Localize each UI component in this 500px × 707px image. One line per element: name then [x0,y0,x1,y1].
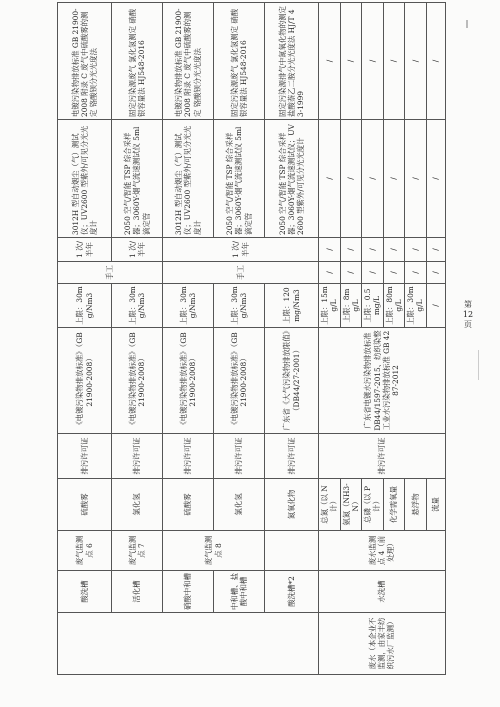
cell-frequency: / [362,238,384,262]
cell-limit: 上限：8mg/L [340,284,362,328]
cell-source: 活化槽 [112,571,163,613]
cell-limit: / [426,284,445,328]
table-row [58,3,112,675]
cell-point [265,531,319,571]
table-row [112,3,163,675]
cell-analysis-method: 固定污染源废气 氯化氢测定 硝酸银容量法 HJ548-2016 [214,3,265,120]
cell-instrument: / [340,120,362,238]
cell-category [58,613,319,675]
cell-limit: 上限：0.5mg/L [362,284,384,328]
cell-source: 硝酸中和槽 [163,571,214,613]
cell-source: 酸洗槽 [58,571,112,613]
cell-method: / [340,262,362,284]
cell-analysis-method: / [340,3,362,120]
cell-frequency: 1 次/半年 [58,238,112,262]
cell-instrument: / [426,120,445,238]
cell-source: 酸洗槽*2 [265,571,319,613]
cell-source: 中和槽、盐酸中和槽 [214,571,265,613]
cell-instrument: 2050 空气/智能 TSP 综合采样器；3060Y-烟气流速测试仪 5ml 滴定管 [214,120,265,238]
cell-limit: 上限：30mg/L [405,284,427,328]
cell-standard: 《电镀污染物排放标准》（GB 21900-2008） [58,328,112,434]
cell-instrument: 2050 空气/智能 TSP 综合采样器；3060Y-烟气流速测试仪 5ml 滴定管 [112,120,163,238]
cell-method: / [426,262,445,284]
cell-limit: 上限：30mg/Nm3 [112,284,163,328]
cell-analysis-method: 固定污染源废气 氯化氢测定 硝酸银容量法 HJ548-2016 [112,3,163,120]
cell-pollutant: 流量 [426,479,445,531]
cell-source: 水洗槽 [319,571,446,613]
monitoring-table [57,2,446,675]
cell-standard: 广东省《大气污染物排放限值》（DB44/27-2001） [265,328,319,434]
cell-limit: 上限：120mg/Nm3 [265,284,319,328]
cell-basis: 排污许可证 [163,434,214,479]
cell-limit: 上限：30mg/Nm3 [163,284,214,328]
cell-standard: 《电镀污染物排放标准》（GB 21900-2008） [112,328,163,434]
cell-method: / [405,262,427,284]
cell-point: 废气监测点 7 [112,531,163,571]
cell-limit: 上限：30mg/Nm3 [214,284,265,328]
cell-analysis-method: 电镀污染物排放标准 GB 21900-2008 附录 C 废气中硫酸雾的测定 铬酸钡分光光度法 [163,3,214,120]
cell-frequency: / [426,238,445,262]
cell-analysis-method: 固定污染源排气中氮氧化物的测定 盐酸萘乙二胺分光光度法 HJ/T 43-1999 [265,3,319,120]
edge-mark [478,350,479,380]
cell-instrument: / [405,120,427,238]
cell-standard: 广东省电镀水污染物排放标准 DB44/1597-2015、纺织染整工业水污染物排放标准 GB 4287-2012 [319,328,446,434]
cell-standard: 《电镀污染物排放标准》（GB 21900-2008） [163,328,214,434]
cell-instrument: / [362,120,384,238]
cell-instrument: / [319,120,341,238]
cell-frequency: / [383,238,405,262]
table-row [214,3,265,675]
margin-mark [466,20,468,28]
cell-instrument: 2050 空气/智能 TSP 综合采样器；3060Y-烟气流速测试仪；UV2600 型紫外/可见分光光度计 [265,120,319,238]
cell-analysis-method: / [362,3,384,120]
cell-point: 废水监测点 4（前处理） [319,531,446,571]
cell-analysis-method: 电镀污染物排放标准 GB 21900-2008 附录 C 废气中硫酸雾的测定 铬酸钡分光光度法 [58,3,112,120]
cell-pollutant: 氯化氢 [112,479,163,531]
cell-point: 废气监测点 6 [58,531,112,571]
monitoring-table-container [57,3,440,675]
cell-method: / [383,262,405,284]
cell-pollutant: 悬浮物 [405,479,427,531]
cell-method: 手工 [163,262,319,284]
cell-basis: 排污许可证 [214,434,265,479]
cell-instrument: 3012H 型自动烟尘（气）测试仪；UV2600 型紫外/可见分光光度计 [58,120,112,238]
cell-category: 废水（本企业不监测，由家丰纺织污水厂监测） [319,613,446,675]
cell-limit: 上限：15mg/L [319,284,341,328]
cell-point: 废气监测点 8 [163,531,265,571]
cell-pollutant: 氮氧化物 [265,479,319,531]
cell-frequency: 1 次/半年 [163,238,319,262]
cell-basis: 排污许可证 [265,434,319,479]
cell-frequency: / [405,238,427,262]
cell-pollutant: 总磷（以 P 计） [362,479,384,531]
cell-basis: 排污许可证 [319,434,446,479]
cell-method: 手工 [58,262,163,284]
table-row [265,3,319,675]
cell-instrument: 3012H 型自动烟尘（气）测试仪；UV2600 型紫外/可见分光光度计 [163,120,214,238]
cell-pollutant: 氯化氢 [214,479,265,531]
cell-basis: 排污许可证 [112,434,163,479]
cell-analysis-method: / [383,3,405,120]
cell-frequency: 1 次/半年 [112,238,163,262]
cell-analysis-method: / [405,3,427,120]
cell-method: / [319,262,341,284]
cell-pollutant: 硫酸雾 [58,479,112,531]
cell-frequency: / [340,238,362,262]
cell-pollutant: 硫酸雾 [163,479,214,531]
cell-analysis-method: / [426,3,445,120]
cell-analysis-method: / [319,3,341,120]
cell-limit: 上限：80mg/L [383,284,405,328]
table-row [319,3,341,675]
cell-instrument: / [383,120,405,238]
cell-pollutant: 化学需氧量 [383,479,405,531]
cell-pollutant: 总氮（以 N 计） [319,479,341,531]
cell-frequency: / [319,238,341,262]
table-row [163,3,214,675]
cell-basis: 排污许可证 [58,434,112,479]
cell-limit: 上限：30mg/Nm3 [58,284,112,328]
cell-method: / [362,262,384,284]
cell-pollutant: 氨氮（NH3-N） [340,479,362,531]
cell-standard: 《电镀污染物排放标准》（GB 21900-2008） [214,328,265,434]
rotated-table-frame [57,3,440,675]
page-number: 第 12 页 [462,300,474,329]
